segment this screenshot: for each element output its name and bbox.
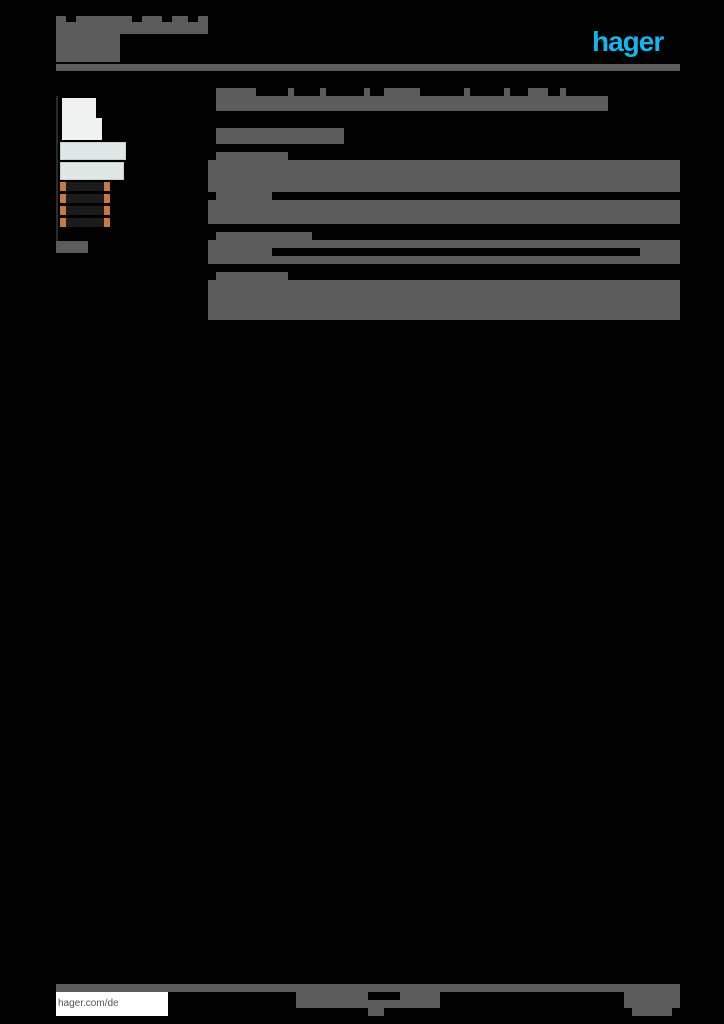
- title-ascender: [560, 88, 566, 96]
- title-ascender: [384, 88, 420, 96]
- section-1-body: [208, 160, 680, 192]
- section-3-gap: [272, 248, 640, 256]
- footer-page-info-tail: [632, 1008, 672, 1016]
- busbar-photo: [60, 98, 130, 234]
- section-4-heading: [216, 272, 288, 280]
- title-ascender: [504, 88, 510, 96]
- title-ascender: [528, 88, 548, 96]
- title-ascender: [288, 88, 294, 96]
- title-ascender: [464, 88, 470, 96]
- title-ascender: [364, 88, 370, 96]
- footer-divider: [56, 984, 680, 992]
- product-title-ascenders: [216, 88, 256, 96]
- footer-center-tail: [368, 1008, 384, 1016]
- footer-page-info: [624, 992, 680, 1008]
- section-1-heading: [216, 152, 288, 160]
- section-2-body: [208, 200, 680, 224]
- hager-logo: hager: [592, 26, 664, 57]
- footer-center-gap: [368, 992, 400, 1000]
- header-divider: [56, 64, 680, 71]
- product-title: [216, 96, 608, 111]
- title-ascender: [320, 88, 326, 96]
- section-2-heading: [216, 192, 272, 200]
- section-3-heading: [216, 232, 312, 240]
- website-link[interactable]: hager.com/de: [56, 992, 168, 1016]
- product-subtitle: [216, 128, 344, 144]
- image-left-rule: [56, 96, 58, 246]
- section-3-value: [640, 244, 676, 260]
- section-4-body: [208, 280, 680, 320]
- image-caption: [56, 241, 88, 253]
- header-title-line-2: [56, 34, 120, 62]
